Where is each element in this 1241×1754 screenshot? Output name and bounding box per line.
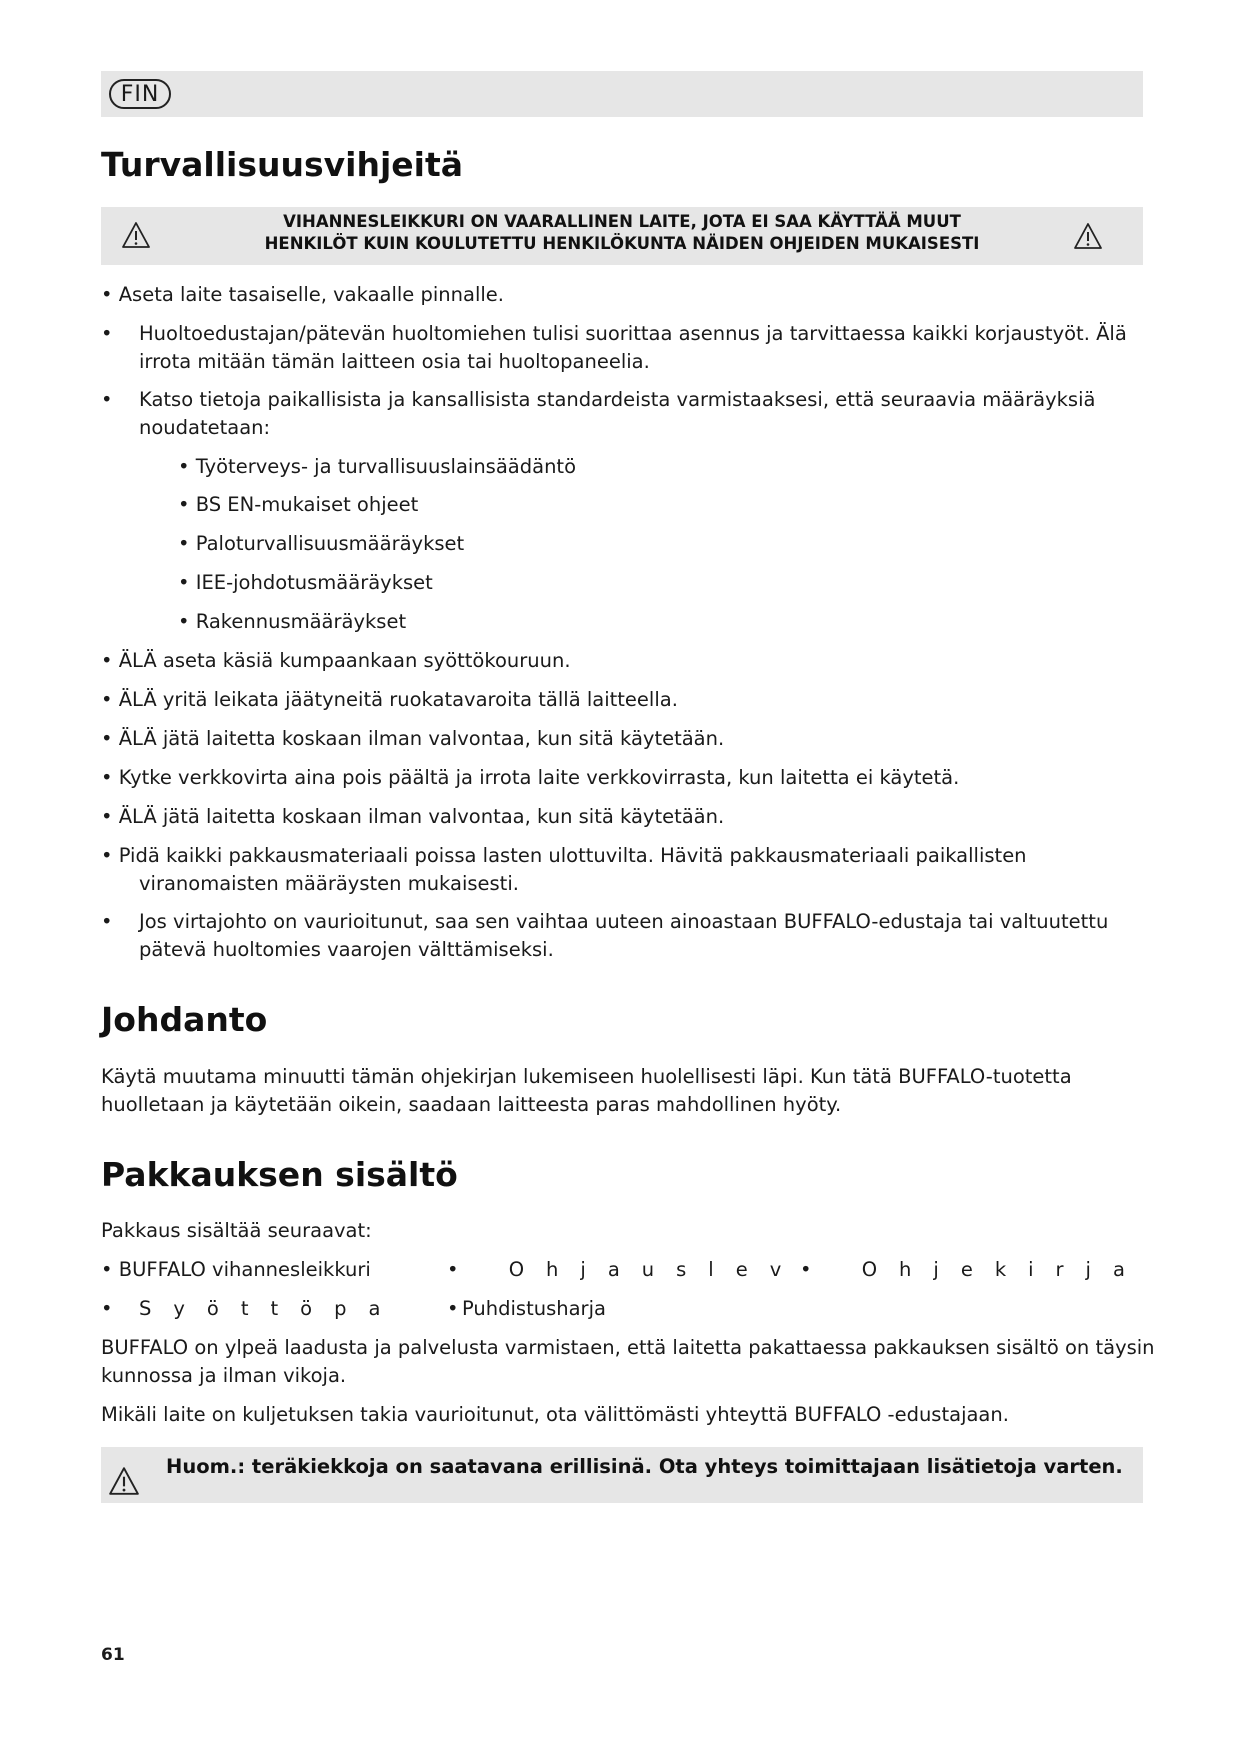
- quality-text: [101, 1334, 1155, 1390]
- sub-bullet-fire-safety: • Paloturvallisuusmääräykset: [178, 532, 465, 555]
- bullet-standards-line-2: noudatetaan:: [139, 416, 271, 439]
- warning-triangle-icon: [121, 221, 151, 249]
- bullet-standards: [139, 386, 1095, 442]
- bullet-dot: •: [101, 1297, 113, 1320]
- intro-title: Johdanto: [101, 1000, 268, 1039]
- language-badge: FIN: [109, 79, 171, 109]
- bullet-level-surface: • Aseta laite tasaiselle, vakaalle pinnalle.: [101, 283, 504, 306]
- package-item-control-plate: • Ohjauslev: [447, 1258, 804, 1281]
- bullet-service-line-2: irrota mitään tämän laitteen osia tai huoltopaneelia.: [139, 350, 650, 373]
- package-item-cleaning-brush: Puhdistusharja: [462, 1297, 606, 1320]
- package-item-slicer: • BUFFALO vihannesleikkuri: [101, 1258, 371, 1281]
- bullet-standards-line-1: Katso tietoja paikallisista ja kansallisista standardeista varmistaaksesi, että seuraavia määräyksiä: [139, 388, 1096, 411]
- damage-text: Mikäli laite on kuljetuksen takia vaurioitunut, ota välittömästi yhteyttä BUFFALO -edustajaan.: [101, 1403, 1009, 1426]
- warning-line-2: HENKILÖT KUIN KOULUTETTU HENKILÖKUNTA NÄIDEN OHJEIDEN MUKAISESTI: [264, 234, 980, 253]
- bullet-packaging: [101, 842, 1027, 898]
- warning-triangle-icon: [1073, 222, 1103, 250]
- bullet-no-unattended: • ÄLÄ jätä laitetta koskaan ilman valvontaa, kun sitä käytetään.: [101, 727, 725, 750]
- bullet-no-hands: • ÄLÄ aseta käsiä kumpaankaan syöttökouruun.: [101, 649, 571, 672]
- sub-bullet-bs-en: • BS EN-mukaiset ohjeet: [178, 493, 419, 516]
- language-bar: [101, 71, 1143, 117]
- note-box: [101, 1447, 1143, 1503]
- package-title: Pakkauksen sisältö: [101, 1155, 458, 1194]
- intro-line-2: huolletaan ja käytetään oikein, saadaan laitteesta paras mahdollinen hyöty.: [101, 1093, 842, 1116]
- package-lead: Pakkaus sisältää seuraavat:: [101, 1219, 372, 1242]
- bullet-dot: •: [447, 1297, 459, 1320]
- quality-line-2: kunnossa ja ilman vikoja.: [101, 1364, 347, 1387]
- bullet-packaging-line-1: • Pidä kaikki pakkausmateriaali poissa lasten ulottuvilta. Hävitä pakkausmateriaali paikallisten: [101, 844, 1027, 867]
- bullet-no-frozen: • ÄLÄ yritä leikata jäätyneitä ruokatavaroita tällä laitteella.: [101, 688, 678, 711]
- bullet-no-unattended-2: • ÄLÄ jätä laitetta koskaan ilman valvontaa, kun sitä käytetään.: [101, 805, 725, 828]
- warning-triangle-icon: [108, 1466, 140, 1496]
- note-text: Huom.: teräkiekkoja on saatavana erillisinä. Ota yhteys toimittajaan lisätietoja varten.: [166, 1455, 1123, 1478]
- intro-line-1: Käytä muutama minuutti tämän ohjekirjan lukemiseen huolellisesti läpi. Kun tätä BUFFALO-tuotetta: [101, 1065, 1072, 1088]
- safety-title: Turvallisuusvihjeitä: [101, 145, 464, 184]
- bullet-dot: •: [101, 322, 113, 345]
- quality-line-1: BUFFALO on ylpeä laadusta ja palvelusta varmistaen, että laitetta pakattaessa pakkauksen sisältö on täysin: [101, 1336, 1155, 1359]
- page-number: 61: [101, 1645, 125, 1665]
- package-item-manual: • Ohjekirja: [800, 1258, 1147, 1281]
- warning-text: [201, 211, 1043, 255]
- bullet-dot: •: [101, 388, 113, 411]
- bullet-packaging-line-2: viranomaisten määräysten mukaisesti.: [139, 872, 519, 895]
- sub-bullet-building: • Rakennusmääräykset: [178, 610, 407, 633]
- sub-bullet-health-safety: • Työterveys- ja turvallisuuslainsäädäntö: [178, 455, 577, 478]
- bullet-power-cord-line-1: Jos virtajohto on vaurioitunut, saa sen vaihtaa uuteen ainoastaan BUFFALO-edustaja tai valtuutettu: [139, 910, 1109, 933]
- warning-line-1: VIHANNESLEIKKURI ON VAARALLINEN LAITE, JOTA EI SAA KÄYTTÄÄ MUUT: [283, 212, 961, 231]
- warning-box: [101, 207, 1143, 265]
- bullet-service-installation: [139, 320, 1127, 376]
- bullet-dot: •: [101, 910, 113, 933]
- bullet-switch-off: • Kytke verkkovirta aina pois päältä ja irrota laite verkkovirrasta, kun laitetta ei käytetä.: [101, 766, 960, 789]
- package-item-feed-chute: Syöttöpa: [139, 1297, 403, 1320]
- sub-bullet-iee-wiring: • IEE-johdotusmääräykset: [178, 571, 433, 594]
- bullet-power-cord-line-2: pätevä huoltomies vaarojen välttämiseksi.: [139, 938, 554, 961]
- bullet-service-line-1: Huoltoedustajan/pätevän huoltomiehen tulisi suorittaa asennus ja tarvittaessa kaikki korjaustyöt. Älä: [139, 322, 1127, 345]
- intro-text: [101, 1063, 1072, 1119]
- bullet-power-cord: [139, 908, 1108, 964]
